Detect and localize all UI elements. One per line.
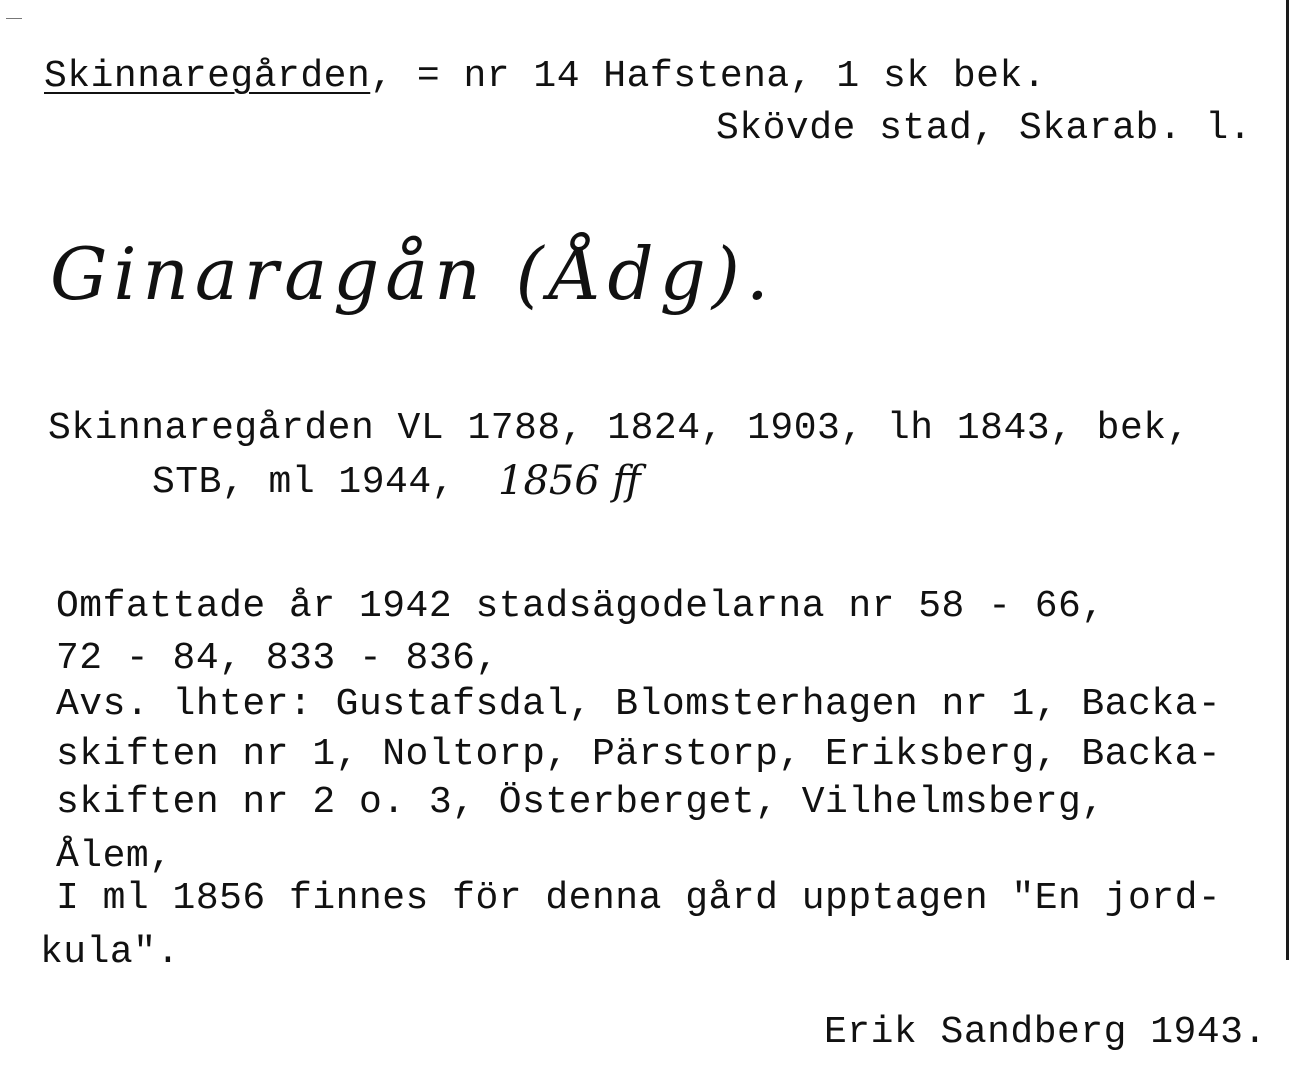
place-location: Skövde stad, Skarab. l. [716,107,1252,150]
sources-printed: STB, ml 1944, [152,461,455,504]
corner-mark [6,18,22,19]
card-edge-line [1286,0,1289,960]
header-line [44,55,1047,98]
body-line-1: Omfattade år 1942 stadsägodelarna nr 58 - 66, [56,585,1105,628]
place-name: Skinnaregården [44,55,371,98]
body-line-6: Ålem, [56,835,173,878]
body-line-3: Avs. lhter: Gustafsdal, Blomsterhagen nr 1, Backa- [56,683,1222,726]
body-line-2: 72 - 84, 833 - 836, [56,637,499,680]
place-reference: , = nr 14 Hafstena, 1 sk bek. [370,55,1047,98]
body-line-8: kula". [40,931,180,974]
sources-line-2 [152,461,455,504]
signature: Erik Sandberg 1943. [824,1011,1267,1054]
body-line-4: skiften nr 1, Noltorp, Pärstorp, Eriksberg, Backa- [56,733,1222,776]
sources-line-1: Skinnaregården VL 1788, 1824, 1903, lh 1843, bek, [48,407,1190,450]
body-line-5: skiften nr 2 o. 3, Österberget, Vilhelmsberg, [56,781,1105,824]
body-line-7: I ml 1856 finnes för denna gård upptagen "En jord- [56,877,1222,920]
handwritten-sources-addition: 1856 ff [498,458,641,504]
handwritten-pronunciation: Ginaragån (Ådg). [50,232,775,316]
